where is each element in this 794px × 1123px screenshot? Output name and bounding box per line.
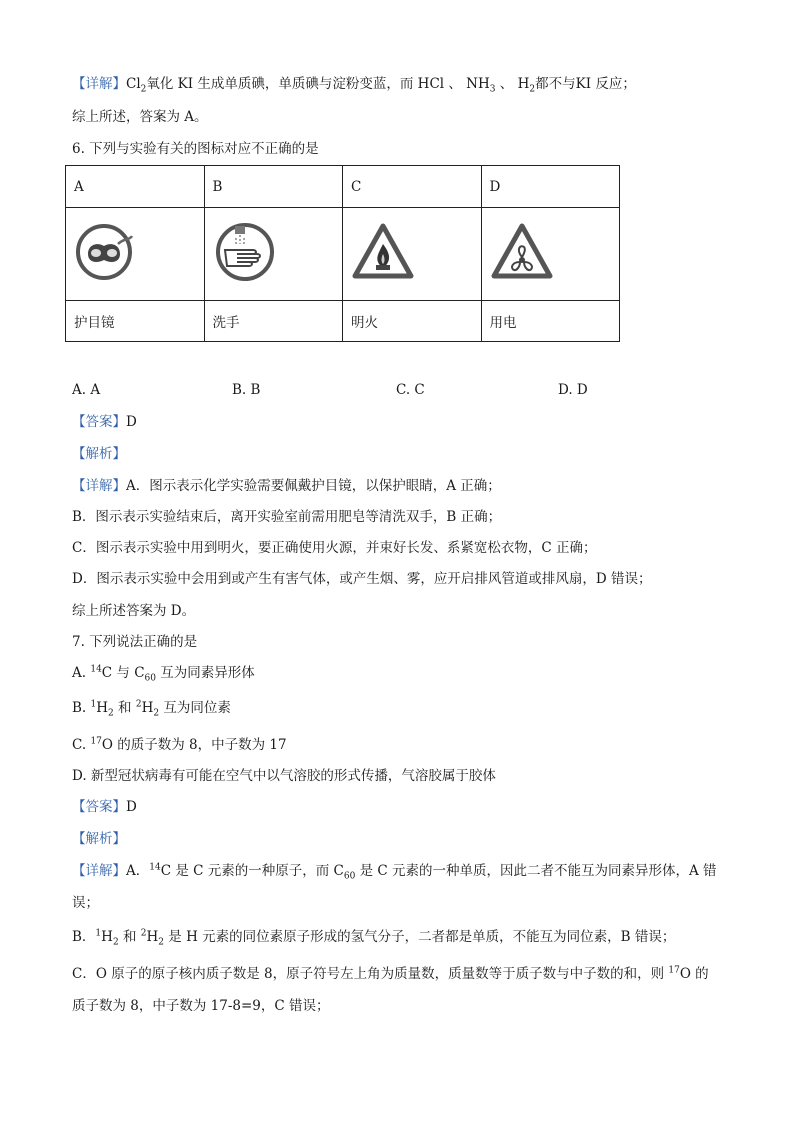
text-segment: C 与 C bbox=[101, 665, 145, 681]
table-label-row bbox=[66, 301, 620, 342]
subscript: 60 bbox=[144, 673, 156, 684]
table-icon-row bbox=[66, 208, 620, 301]
text-segment: H bbox=[96, 700, 109, 716]
superscript: 14 bbox=[149, 862, 161, 873]
text-segment: 互为同素异形体 bbox=[156, 665, 255, 681]
option-a: A. A bbox=[72, 382, 101, 398]
q5-detail-line bbox=[72, 74, 636, 94]
text-segment: 和 bbox=[113, 700, 136, 716]
text-segment: C 是 C 元素的一种原子，而 C bbox=[160, 863, 344, 879]
text-segment: C. bbox=[72, 737, 91, 753]
subscript: 3 bbox=[489, 84, 496, 95]
detail-tag: 【详解】 bbox=[72, 478, 126, 494]
q6-detail-a bbox=[72, 476, 501, 496]
text-segment: Cl bbox=[126, 76, 141, 92]
text-segment: 和 bbox=[118, 929, 141, 945]
q6-options bbox=[72, 382, 732, 402]
text-segment: O 的质子数为 8，中子数为 17 bbox=[101, 737, 287, 753]
q7-detail-a-line2: 误； bbox=[72, 895, 99, 911]
text-segment: 都不与KI 反应； bbox=[535, 76, 636, 92]
q6-detail-c: C．图示表示实验中用到明火，要正确使用火源，并束好长发、系紧宽松衣物，C 正确； bbox=[72, 540, 597, 556]
icon-table bbox=[65, 165, 620, 342]
answer-value: D bbox=[126, 799, 137, 815]
subscript: 2 bbox=[140, 84, 147, 95]
q7-detail-a-line1 bbox=[72, 861, 717, 881]
text-segment: H bbox=[141, 700, 154, 716]
q6-detail-b: B．图示表示实验结束后，离开实验室前需用肥皂等清洗双手，B 正确； bbox=[72, 509, 502, 525]
header-cell: C bbox=[343, 166, 482, 208]
superscript: 14 bbox=[90, 664, 102, 675]
hand-wash-icon bbox=[213, 220, 277, 284]
text-segment: C．O 原子的原子核内质子数是 8，原子符号左上角为质量数，质量数等于质子数与中子数的和，则 bbox=[72, 966, 669, 982]
table-header-row bbox=[66, 166, 620, 208]
detail-tag: 【详解】 bbox=[72, 76, 126, 92]
q7-detail-c-line1 bbox=[72, 964, 709, 984]
q6-detail-d: D．图示表示实验中会用到或产生有害气体，或产生烟、雾，应开启排风管道或排风扇，D 错误； bbox=[72, 571, 652, 587]
superscript: 2 bbox=[140, 928, 147, 939]
subscript: 60 bbox=[343, 871, 356, 882]
text-segment: H bbox=[101, 929, 113, 945]
text-segment: O 的 bbox=[679, 966, 709, 982]
superscript: 2 bbox=[135, 699, 142, 710]
q7-option-d: D. 新型冠状病毒有可能在空气中以气溶胶的形式传播，气溶胶属于胶体 bbox=[72, 768, 496, 784]
label-cell: 明火 bbox=[343, 301, 482, 342]
q6-answer bbox=[72, 412, 137, 432]
open-flame-icon bbox=[351, 220, 415, 284]
q6-stem: 6. 下列与实验有关的图标对应不正确的是 bbox=[72, 141, 319, 157]
option-d: D. D bbox=[558, 382, 588, 398]
label-cell: 洗手 bbox=[204, 301, 343, 342]
text-segment: 互为同位素 bbox=[159, 700, 231, 716]
subscript: 2 bbox=[529, 84, 536, 95]
header-cell: B bbox=[204, 166, 343, 208]
q6-analysis-tag: 【解析】 bbox=[72, 446, 126, 462]
text-segment: B． bbox=[72, 929, 96, 945]
header-cell: A bbox=[66, 166, 205, 208]
subscript: 2 bbox=[112, 937, 119, 948]
text-segment: H bbox=[146, 929, 159, 945]
icon-cell bbox=[481, 208, 620, 301]
subscript: 2 bbox=[158, 937, 165, 948]
q7-detail-b bbox=[72, 927, 675, 947]
text-segment: A. bbox=[72, 665, 91, 681]
superscript: 17 bbox=[90, 736, 102, 747]
option-c: C. C bbox=[396, 382, 425, 398]
answer-tag: 【答案】 bbox=[72, 414, 126, 430]
answer-tag: 【答案】 bbox=[72, 799, 126, 815]
q7-answer bbox=[72, 797, 137, 817]
text-segment: 是 C 元素的一种单质，因此二者不能互为同素异形体，A 错 bbox=[355, 863, 717, 879]
goggles-icon bbox=[74, 220, 138, 284]
q5-summary: 综上所述，答案为 A。 bbox=[72, 109, 208, 125]
label-cell: 护目镜 bbox=[66, 301, 205, 342]
q6-summary: 综上所述答案为 D。 bbox=[72, 603, 196, 619]
text-segment: 氧化 KI 生成单质碘，单质碘与淀粉变蓝，而 HCl 、 NH bbox=[146, 76, 490, 92]
q7-option-b bbox=[72, 698, 231, 718]
q7-analysis-tag: 【解析】 bbox=[72, 831, 126, 847]
q7-stem: 7. 下列说法正确的是 bbox=[72, 634, 198, 650]
icon-cell bbox=[66, 208, 205, 301]
icon-cell bbox=[204, 208, 343, 301]
text-segment: 是 H 元素的同位素原子形成的氢气分子，二者都是单质，不能互为同位素，B 错误； bbox=[164, 929, 676, 945]
electric-fan-icon bbox=[490, 220, 554, 284]
text-segment: 、 H bbox=[495, 76, 530, 92]
superscript: 1 bbox=[90, 699, 97, 710]
answer-value: D bbox=[126, 414, 137, 430]
text-segment: A．图示表示化学实验需要佩戴护目镜，以保护眼睛，A 正确； bbox=[126, 478, 501, 494]
superscript: 1 bbox=[95, 928, 102, 939]
text-segment: B. bbox=[72, 700, 91, 716]
subscript: 2 bbox=[108, 708, 114, 719]
header-cell: D bbox=[481, 166, 620, 208]
text-segment: A． bbox=[126, 863, 150, 879]
superscript: 17 bbox=[668, 965, 680, 976]
detail-tag: 【详解】 bbox=[72, 863, 126, 879]
option-b: B. B bbox=[232, 382, 261, 398]
label-cell: 用电 bbox=[481, 301, 620, 342]
q7-option-a bbox=[72, 663, 255, 683]
icon-cell bbox=[343, 208, 482, 301]
q7-option-c bbox=[72, 735, 287, 755]
q7-detail-c-line2: 质子数为 8，中子数为 17-8=9，C 错误； bbox=[72, 998, 330, 1014]
subscript: 2 bbox=[153, 708, 160, 719]
